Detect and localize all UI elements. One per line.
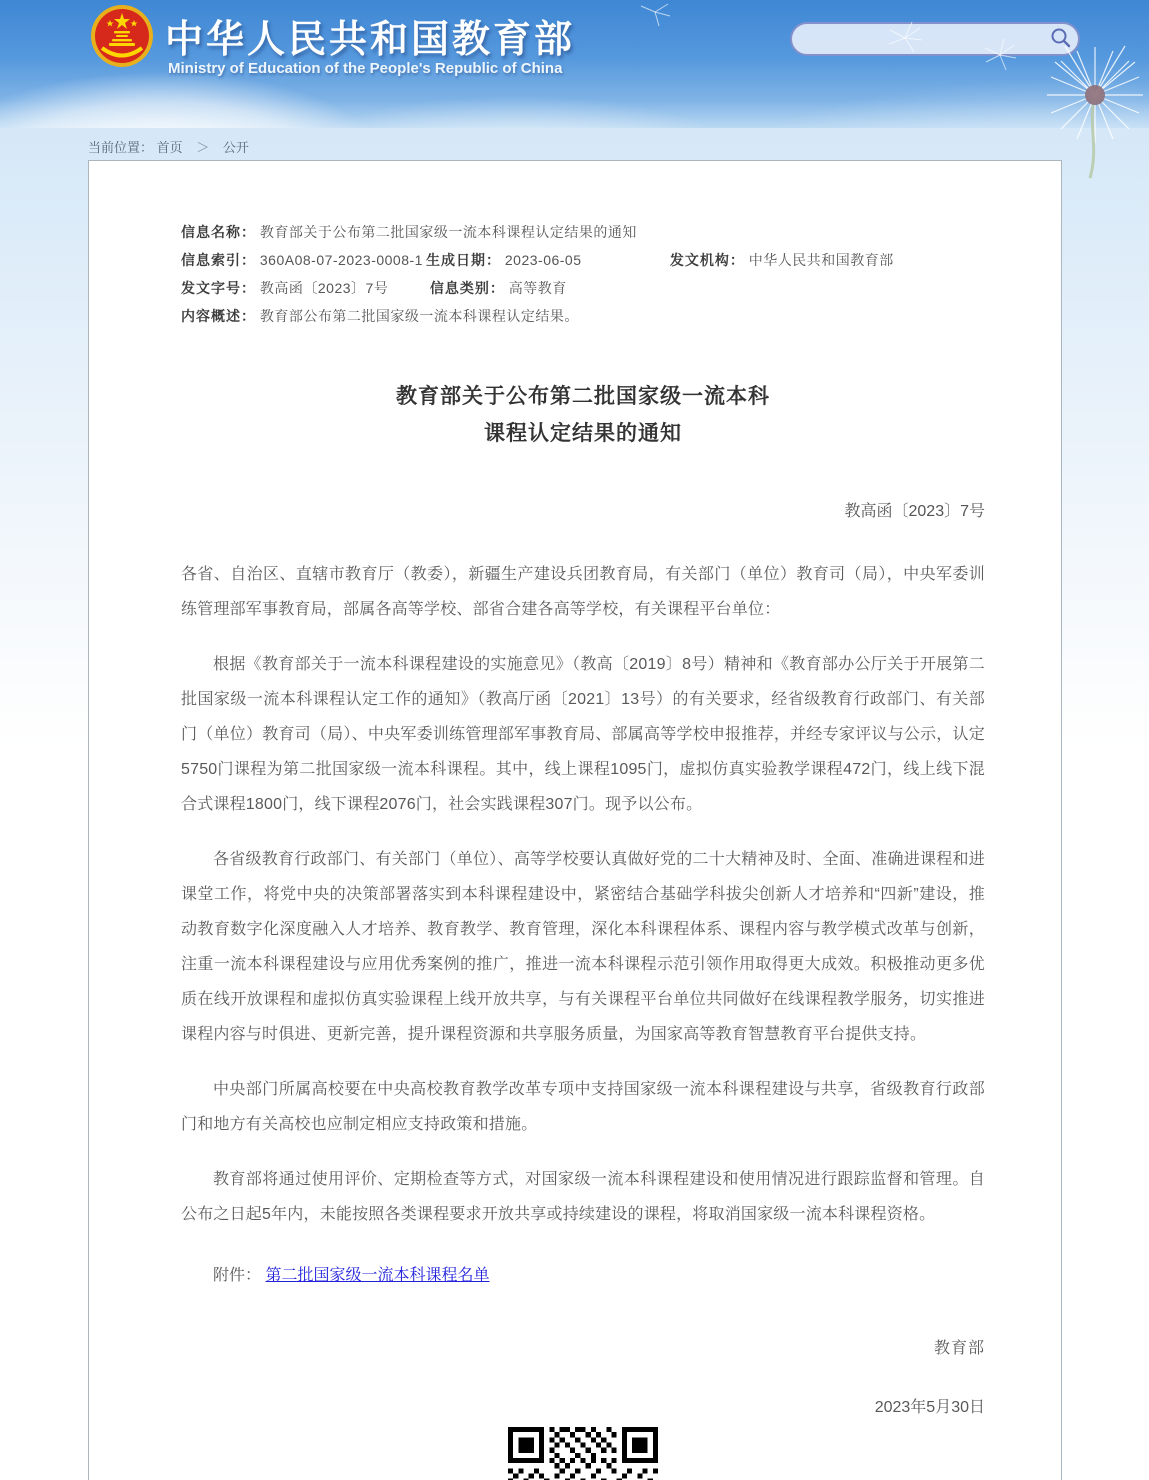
paragraph-support: 中央部门所属高校要在中央高校教育教学改革专项中支持国家级一流本科课程建设与共享，省级教育行政部门和地方有关高校也应制定相应支持政策和措施。	[181, 1081, 985, 1133]
meta-name-value: 教育部关于公布第二批国家级一流本科课程认定结果的通知	[259, 224, 637, 240]
qr-code-image	[181, 1427, 985, 1480]
breadcrumb-home-link[interactable]: 首页	[156, 140, 183, 155]
attachment-label: 附件：	[213, 1267, 262, 1284]
document-title	[181, 378, 985, 452]
meta-row-index	[181, 246, 985, 274]
breadcrumb-prefix: 当前位置：	[88, 140, 154, 155]
attachment-link[interactable]: 第二批国家级一流本科课程名单	[265, 1267, 490, 1284]
meta-summary-value: 教育部公布第二批国家级一流本科课程认定结果。	[259, 308, 579, 324]
meta-category-label: 信息类别：	[429, 280, 505, 296]
meta-docnum-label: 发文字号：	[181, 280, 256, 296]
national-emblem-icon	[88, 58, 156, 75]
signature-agency: 教育部	[933, 1340, 985, 1357]
meta-row-docnum	[181, 274, 985, 302]
meta-index-label: 信息索引：	[181, 252, 256, 268]
meta-index-value: 360A08-07-2023-0008-1	[259, 252, 423, 268]
breadcrumb-separator-icon: ＞	[196, 140, 210, 155]
meta-name-label: 信息名称：	[181, 224, 256, 240]
site-title[interactable]: 中华人民共和国教育部	[165, 19, 576, 61]
attachment-row	[181, 1262, 985, 1285]
site-search	[790, 22, 1080, 56]
site-subtitle: Ministry of Education of the People's Republic of China	[168, 60, 563, 77]
site-logo[interactable]	[88, 3, 156, 71]
search-input[interactable]	[806, 27, 1044, 51]
paragraph-addressees: 各省、自治区、直辖市教育厅（教委），新疆生产建设兵团教育局，有关部门（单位）教育司（局），中央军委训练管理部军事教育局，部属各高等学校、部省合建各高等学校，有关课程平台单位：	[181, 566, 985, 618]
meta-category-value: 高等教育	[508, 280, 567, 296]
document-number: 教高函〔2023〕7号	[844, 503, 985, 520]
meta-summary-label: 内容概述：	[181, 308, 256, 324]
document-title-line1: 教育部关于公布第二批国家级一流本科	[396, 385, 770, 408]
paragraph-requirements: 各省级教育行政部门、有关部门（单位）、高等学校要认真做好党的二十大精神及时、全面、准确进课程和进课堂工作，将党中央的决策部署落实到本科课程建设中，紧密结合基础学科拔尖创新人才培养和“四新”建设，推动教育数字化深度融入人才培养、教育教学、教育管理，深化本科课程体系、课程内容与教学模式改革与创新，注重一流本科课程建设与应用优秀案例的推广，推进一流本科课程示范引领作用取得更大成效。积极推动更多优质在线开放课程和虚拟仿真实验课程上线开放共享，与有关课程平台单位共同做好在线课程教学服务，切实推进课程内容与时俱进、更新完善，提升课程资源和共享服务质量，为国家高等教育智慧教育平台提供支持。	[181, 851, 985, 1043]
meta-agency-value: 中华人民共和国教育部	[748, 252, 894, 268]
meta-row-summary	[181, 302, 985, 330]
meta-date-value: 2023-06-05	[504, 252, 582, 268]
breadcrumb	[0, 128, 1149, 160]
site-header	[0, 0, 1149, 128]
breadcrumb-gongkai-link[interactable]: 公开	[222, 140, 249, 155]
meta-date-label: 生成日期：	[426, 252, 501, 268]
meta-row-name	[181, 218, 985, 246]
document-meta	[181, 218, 985, 330]
document-panel	[88, 160, 1062, 1480]
paragraph-supervision: 教育部将通过使用评价、定期检查等方式，对国家级一流本科课程建设和使用情况进行跟踪监督和管理。自公布之日起5年内，未能按照各类课程要求开放共享或持续建设的课程，将取消国家级一流本科课程资格。	[181, 1171, 985, 1223]
meta-agency-label: 发文机构：	[669, 252, 745, 268]
meta-docnum-value: 教高函〔2023〕7号	[259, 280, 389, 296]
search-icon	[1050, 27, 1072, 52]
document-title-line2: 课程认定结果的通知	[484, 422, 682, 445]
signature-date: 2023年5月30日	[874, 1399, 985, 1416]
search-button[interactable]	[1044, 25, 1078, 53]
paragraph-basis: 根据《教育部关于一流本科课程建设的实施意见》（教高〔2019〕8号）精神和《教育部办公厅关于开展第二批国家级一流本科课程认定工作的通知》（教高厅函〔2021〕13号）的有关要求，经省级教育行政部门、有关部门（单位）教育司（局）、中央军委训练管理部军事教育局、部属高等学校申报推荐，并经专家评议与公示，认定5750门课程为第二批国家级一流本科课程。其中，线上课程1095门，虚拟仿真实验教学课程472门，线上线下混合式课程1800门，线下课程2076门，社会实践课程307门。现予以公布。	[181, 656, 985, 813]
